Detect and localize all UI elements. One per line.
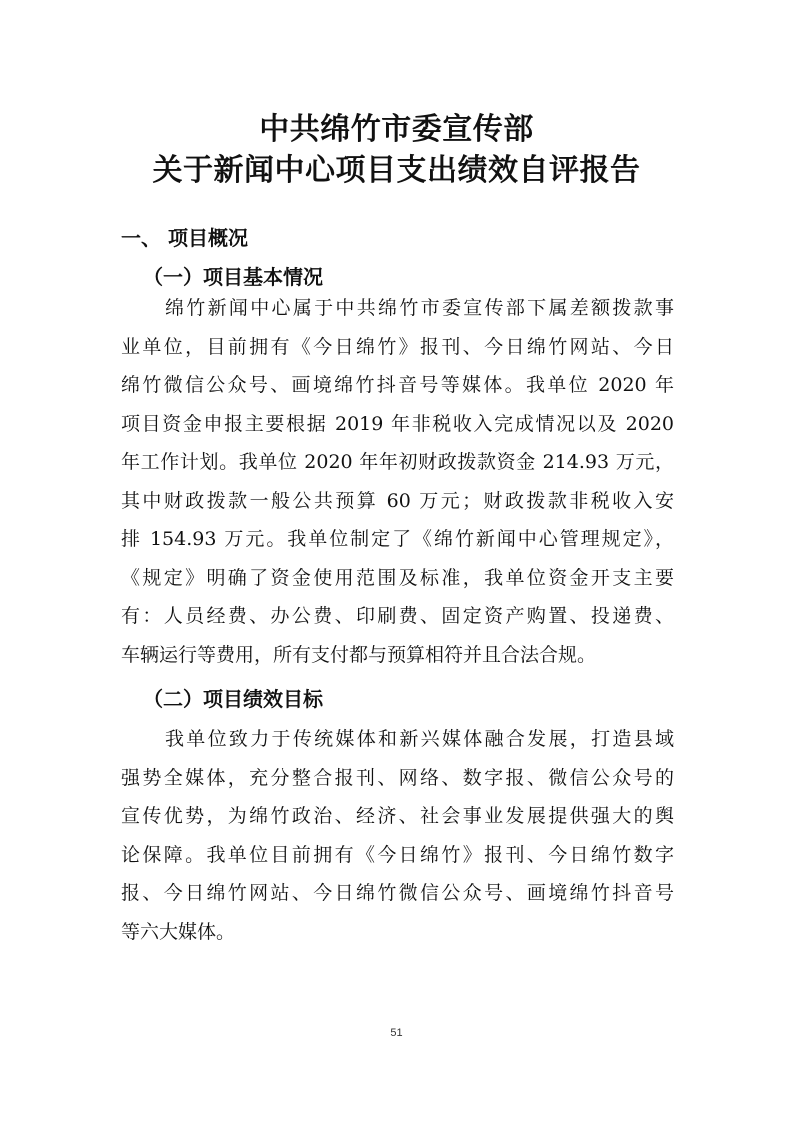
paragraph-line: 论保障。我单位目前拥有《今日绵竹》报刊、今日绵竹数字 (121, 843, 674, 866)
paragraph-line: 宣传优势，为绵竹政治、经济、社会事业发展提供强大的舆 (121, 805, 674, 827)
section-heading: 一、 项目概况 (121, 226, 248, 250)
paragraph-line: 年工作计划。我单位 2020 年年初财政拨款资金 214.93 万元， (121, 451, 674, 473)
paragraph-line: 报、今日绵竹网站、今日绵竹微信公众号、画境绵竹抖音号 (121, 882, 674, 904)
paragraph-line: 等六大媒体。 (121, 920, 236, 943)
paragraph-line: 其中财政拨款一般公共预算 60 万元；财政拨款非税收入安 (121, 489, 674, 512)
title-line-2: 关于新闻中心项目支出绩效自评报告 (152, 153, 641, 188)
paragraph-line: 有：人员经费、办公费、印刷费、固定资产购置、投递费、 (121, 605, 674, 627)
paragraph-line: 业单位，目前拥有《今日绵竹》报刊、今日绵竹网站、今日 (121, 335, 674, 358)
paragraph-line: 排 154.93 万元。我单位制定了《绵竹新闻中心管理规定》， (121, 528, 674, 550)
subsection-heading-2: （二）项目绩效目标 (143, 687, 323, 711)
paragraph-line: 绵竹微信公众号、画境绵竹抖音号等媒体。我单位 2020 年 (121, 374, 674, 396)
paragraph-line: 车辆运行等费用，所有支付都与预算相符并且合法合规。 (121, 643, 597, 666)
paragraph-line: 《规定》明确了资金使用范围及标准，我单位资金开支主要 (121, 566, 674, 589)
paragraph-line: 项目资金申报主要根据 2019 年非税收入完成情况以及 2020 (121, 412, 674, 435)
subsection-heading-1: （一）项目基本情况 (143, 265, 323, 289)
paragraph-line: 我单位致力于传统媒体和新兴媒体融合发展，打造县域 (165, 728, 674, 750)
page-number: 51 (390, 1027, 403, 1039)
paragraph-line: 强势全媒体，充分整合报刊、网络、数字报、微信公众号的 (121, 766, 674, 789)
paragraph-line: 绵竹新闻中心属于中共绵竹市委宣传部下属差额拨款事 (165, 297, 674, 319)
title-line-1: 中共绵竹市委宣传部 (259, 112, 534, 147)
